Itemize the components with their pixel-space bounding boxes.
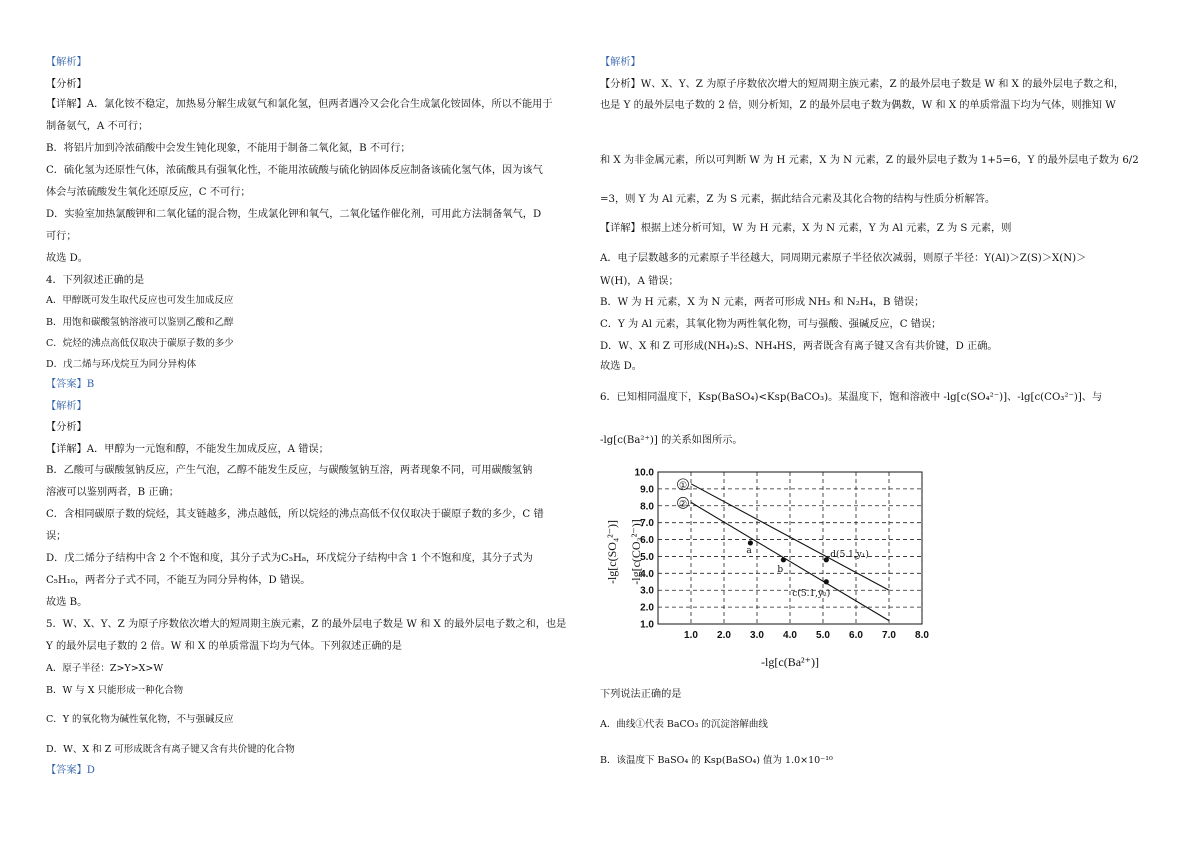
text-line: Y 的最外层电子数的 2 倍。W 和 X 的单质常温下均为气体。下列叙述正确的是 — [46, 641, 402, 652]
text-line: B．用饱和碳酸氢钠溶液可以鉴别乙酸和乙醇 — [46, 317, 234, 328]
data-point — [824, 579, 829, 584]
text-line: B．将铝片加到冷浓硝酸中会发生钝化现象，不能用于制备二氧化氮，B 不可行； — [46, 143, 411, 154]
text-line: 故选 B。 — [46, 597, 88, 608]
text-line: 误； — [46, 531, 67, 542]
text-line: D．戊二烯与环戊烷互为同分异构体 — [46, 359, 197, 370]
y-tick-label: 7.0 — [640, 518, 654, 530]
section-heading: 【答案】B — [46, 379, 95, 390]
text-line: B．该温度下 BaSO₄ 的 Ksp(BaSO₄) 值为 1.0×10⁻¹⁰ — [600, 755, 833, 766]
x-tick-label: 7.0 — [882, 630, 896, 641]
y-tick-label: 8.0 — [640, 501, 654, 513]
x-tick-label: 8.0 — [915, 630, 929, 641]
x-tick-label: 4.0 — [783, 630, 797, 641]
solubility-chart — [600, 462, 930, 677]
section-heading: 【解析】 — [600, 57, 641, 68]
data-point — [781, 557, 786, 562]
text-line: 5．W、X、Y、Z 为原子序数依次增大的短周期主族元素，Z 的最外层电子数是 W 和 X 的最外层电子数之和，也是 — [46, 619, 567, 630]
text-line: 下列说法正确的是 — [600, 689, 682, 700]
series-label-2: ② — [679, 499, 688, 510]
section-heading: 【答案】D — [46, 765, 95, 776]
text-line: 也是 Y 的最外层电子数的 2 倍，则分析知，Z 的最外层电子数为偶数，W 和 X 的单质常温下均为气体，则推知 W — [600, 100, 1116, 111]
point-label: d(5.1,y₁) — [830, 549, 869, 560]
point-label: c(5.1,y₂) — [792, 588, 831, 599]
text-line: 【详解】根据上述分析可知，W 为 H 元素，X 为 N 元素，Y 为 Al 元素，Z 为 S 元素，则 — [600, 223, 1012, 234]
text-line: C₅H₁₀，两者分子式不同，不能互为同分异构体，D 错误。 — [46, 575, 311, 586]
text-line: 可行； — [46, 231, 77, 242]
point-label: a — [746, 545, 752, 556]
y-tick-label: 1.0 — [640, 619, 654, 631]
x-tick-label: 2.0 — [717, 630, 731, 641]
text-line: C．Y 的氧化物为碱性氧化物，不与强碱反应 — [46, 714, 234, 725]
text-line: 和 X 为非金属元素，所以可判断 W 为 H 元素，X 为 N 元素，Z 的最外层电子数为 1+5=6，Y 的最外层电子数为 6/2 — [600, 155, 1139, 166]
text-line: B．W 为 H 元素，X 为 N 元素，两者可形成 NH₃ 和 N₂H₄，B 错误； — [600, 297, 925, 308]
data-point — [748, 540, 753, 545]
text-line: 溶液可以鉴别两者，B 正确； — [46, 487, 179, 498]
text-line: D．W、X 和 Z 可形成(NH₄)₂S、NH₄HS，两者既含有离子键又含有共价键，D 正确。 — [600, 341, 998, 352]
y-axis-label-1: -lg[c(SO₄²⁻)] — [605, 519, 619, 585]
text-line: D．实验室加热氯酸钾和二氧化锰的混合物，生成氯化钾和氧气，二氧化锰作催化剂，可用此方法制备氧气，D — [46, 209, 542, 220]
text-line: A．曲线①代表 BaCO₃ 的沉淀溶解曲线 — [600, 719, 768, 730]
text-line: D．W、X 和 Z 可形成既含有离子键又含有共价键的化合物 — [46, 744, 295, 755]
text-line: B．乙酸可与碳酸氢钠反应，产生气泡，乙醇不能发生反应，与碳酸氢钠互溶，两者现象不同，可用碳酸氢钠 — [46, 465, 533, 476]
text-line: A．电子层数越多的元素原子半径越大，同周期元素原子半径依次减弱，则原子半径：Y(Al)＞Z(S)＞X(N)＞ — [600, 253, 1087, 264]
data-point — [824, 557, 829, 562]
text-line: C．硫化氢为还原性气体，浓硫酸具有强氧化性，不能用浓硫酸与硫化钠固体反应制备该硫化氢气体，因为该气 — [46, 165, 543, 176]
text-line: 【分析】 — [46, 79, 87, 90]
y-tick-label: 4.0 — [640, 568, 654, 580]
y-axis-label-2: -lg[c(CO₃²⁻)] — [629, 519, 643, 585]
text-line: D．戊二烯分子结构中含 2 个不饱和度，其分子式为C₅H₈，环戊烷分子结构中含 1 个不饱和度，其分子式为 — [46, 553, 533, 564]
text-line: C．含相同碳原子数的烷烃，其支链越多，沸点越低，所以烷烃的沸点高低不仅仅取决于碳原子数的多少，C 错 — [46, 509, 544, 520]
y-tick-label: 2.0 — [640, 602, 654, 614]
series-line-1 — [691, 484, 889, 590]
text-line: 【分析】W、X、Y、Z 为原子序数依次增大的短周期主族元素，Z 的最外层电子数是 W 和 X 的最外层电子数之和， — [600, 79, 1125, 90]
x-tick-label: 3.0 — [750, 630, 764, 641]
text-line: A．原子半径：Z>Y>X>W — [46, 663, 164, 674]
text-line: -lg[c(Ba²⁺)] 的关系如图所示。 — [600, 435, 743, 446]
y-tick-label: 9.0 — [640, 484, 654, 496]
text-line: 制备氨气，A 不可行； — [46, 121, 149, 132]
text-line: A．甲醇既可发生取代反应也可发生加成反应 — [46, 295, 234, 306]
text-line: 6．已知相同温度下，Ksp(BaSO₄)<Ksp(BaCO₃)。某温度下，饱和溶液中 -lg[c(SO₄²⁻)]、-lg[c(CO₃²⁻)]、与 — [600, 392, 1103, 403]
point-label: b — [777, 564, 784, 575]
text-line: 4．下列叙述正确的是 — [46, 275, 145, 286]
y-tick-label: 10.0 — [634, 467, 654, 479]
x-tick-label: 1.0 — [684, 630, 698, 641]
y-tick-label: 3.0 — [640, 585, 654, 597]
x-tick-label: 6.0 — [849, 630, 863, 641]
text-line: 故选 D。 — [46, 253, 88, 264]
text-line: 【详解】A．氯化铵不稳定，加热易分解生成氨气和氯化氢，但两者遇冷又会化合生成氯化铵固体，所以不能用于 — [46, 99, 553, 110]
text-line: 体会与浓硫酸发生氧化还原反应，C 不可行； — [46, 187, 251, 198]
x-axis-label: -lg[c(Ba²⁺)] — [761, 655, 819, 669]
text-line: 【分析】 — [46, 422, 87, 433]
series-label-1: ① — [679, 480, 688, 491]
text-line: B．W 与 X 只能形成一种化合物 — [46, 685, 184, 696]
text-line: =3，则 Y 为 Al 元素，Z 为 S 元素，据此结合元素及其化合物的结构与性质分析解答。 — [600, 194, 996, 205]
y-tick-label: 6.0 — [640, 535, 654, 547]
text-line: 故选 D。 — [600, 361, 642, 372]
x-tick-label: 5.0 — [816, 630, 830, 641]
text-line: W(H)，A 错误； — [600, 276, 679, 287]
text-line: C．Y 为 Al 元素，其氧化物为两性氧化物，可与强酸、强碱反应，C 错误； — [600, 319, 942, 330]
series-line-2 — [691, 502, 889, 620]
section-heading: 【解析】 — [46, 57, 87, 68]
text-line: 【详解】A．甲醇为一元饱和醇，不能发生加成反应，A 错误； — [46, 444, 329, 455]
section-heading: 【解析】 — [46, 401, 87, 412]
y-tick-label: 5.0 — [640, 551, 654, 563]
text-line: C．烷烃的沸点高低仅取决于碳原子数的多少 — [46, 338, 234, 349]
